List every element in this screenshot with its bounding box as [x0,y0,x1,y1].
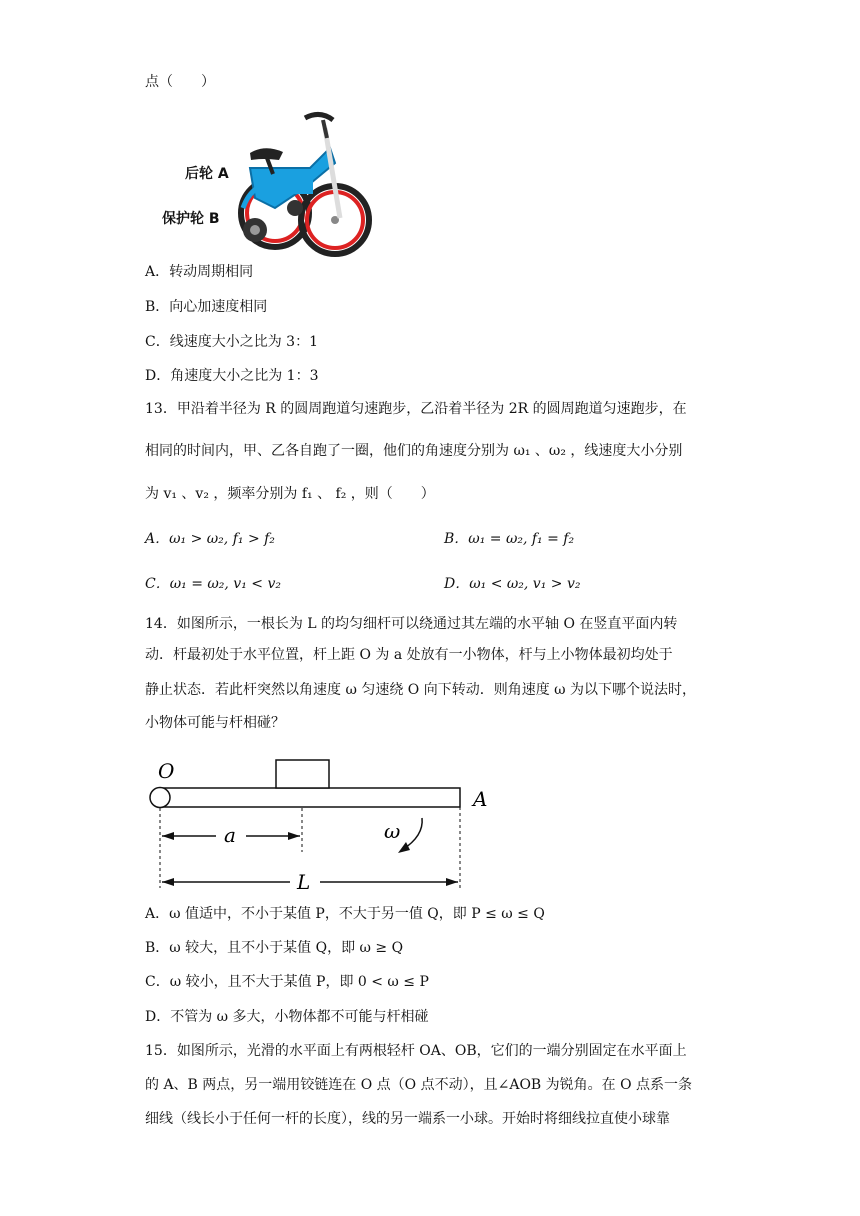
q12-option-c: C．线速度大小之比为 3：1 [145,334,318,350]
label-A: A [473,787,488,811]
q12-option-a: A．转动周期相同 [145,264,254,280]
rod-figure [140,752,510,900]
q15-stem-line1: 15．如图所示，光滑的水平面上有两根轻杆 OA、OB，它们的一端分别固定在水平面上 [145,1043,687,1059]
q14-option-c: C．ω 较小，且不大于某值 P，即 0 < ω ≤ P [145,974,429,990]
label-omega: ω [384,819,401,843]
rear-wheel-label: 后轮 A [185,166,229,182]
q12-option-d: D．角速度大小之比为 1：3 [145,368,319,384]
rod-diagram [140,752,510,900]
small-object [276,760,329,788]
q13-stem-line1: 13．甲沿着半径为 R 的圆周跑道匀速跑步，乙沿着半径为 2R 的圆周跑道匀速跑步，在 [145,401,687,417]
rod [160,788,460,807]
q12-option-b: B．向心加速度相同 [145,299,268,315]
q14-option-d: D．不管为 ω 多大，小物体都不可能与杆相碰 [145,1009,429,1025]
q13-option-c: C．ω₁ = ω₂, v₁ < v₂ [145,576,281,592]
q15-stem-line3: 细线（线长小于任何一杆的长度），线的另一端系一小球。开始时将细线拉直使小球靠 [145,1111,670,1127]
q13-stem-line2: 相同的时间内，甲、乙各自跑了一圈，他们的角速度分别为 ω₁ 、ω₂ ，线速度大小分别 [145,443,683,459]
label-a: a [224,823,236,847]
q13-option-d: D．ω₁ < ω₂, v₁ > v₂ [444,576,581,592]
q13-option-b: B．ω₁ = ω₂, f₁ = f₂ [444,531,575,547]
bicycle-figure [155,108,375,258]
pivot-axis [150,788,170,808]
label-O: O [158,759,175,783]
q14-option-b: B．ω 较大，且不小于某值 Q，即 ω ≥ Q [145,940,404,956]
q14-option-a: A．ω 值适中，不小于某值 P，不大于另一值 Q，即 P ≤ ω ≤ Q [145,906,545,922]
bicycle-illustration [155,108,375,258]
q15-stem-line2: 的 A、B 两点，另一端用铰链连在 O 点（O 点不动），且∠AOB 为锐角。在 O 点系一条 [145,1077,693,1093]
q14-stem-line4: 小物体可能与杆相碰？ [145,715,285,731]
q14-stem-line2: 动．杆最初处于水平位置，杆上距 O 为 a 处放有一小物体，杆与上小物体最初均处于 [145,647,673,663]
q13-stem-line3: 为 v₁ 、v₂ ，频率分别为 f₁ 、 f₂ ，则（ ） [145,486,435,502]
q13-option-a: A．ω₁ > ω₂, f₁ > f₂ [145,531,275,547]
q14-stem-line3: 静止状态．若此杆突然以角速度 ω 匀速绕 O 向下转动．则角速度 ω 为以下哪个说法时， [145,682,697,698]
guard-wheel-label: 保护轮 B [162,211,220,227]
q12-stem-tail: 点（ ） [145,74,215,90]
label-L: L [297,870,311,894]
q14-stem-line1: 14．如图所示，一根长为 L 的均匀细杆可以绕通过其左端的水平轴 O 在竖直平面内转 [145,616,678,632]
